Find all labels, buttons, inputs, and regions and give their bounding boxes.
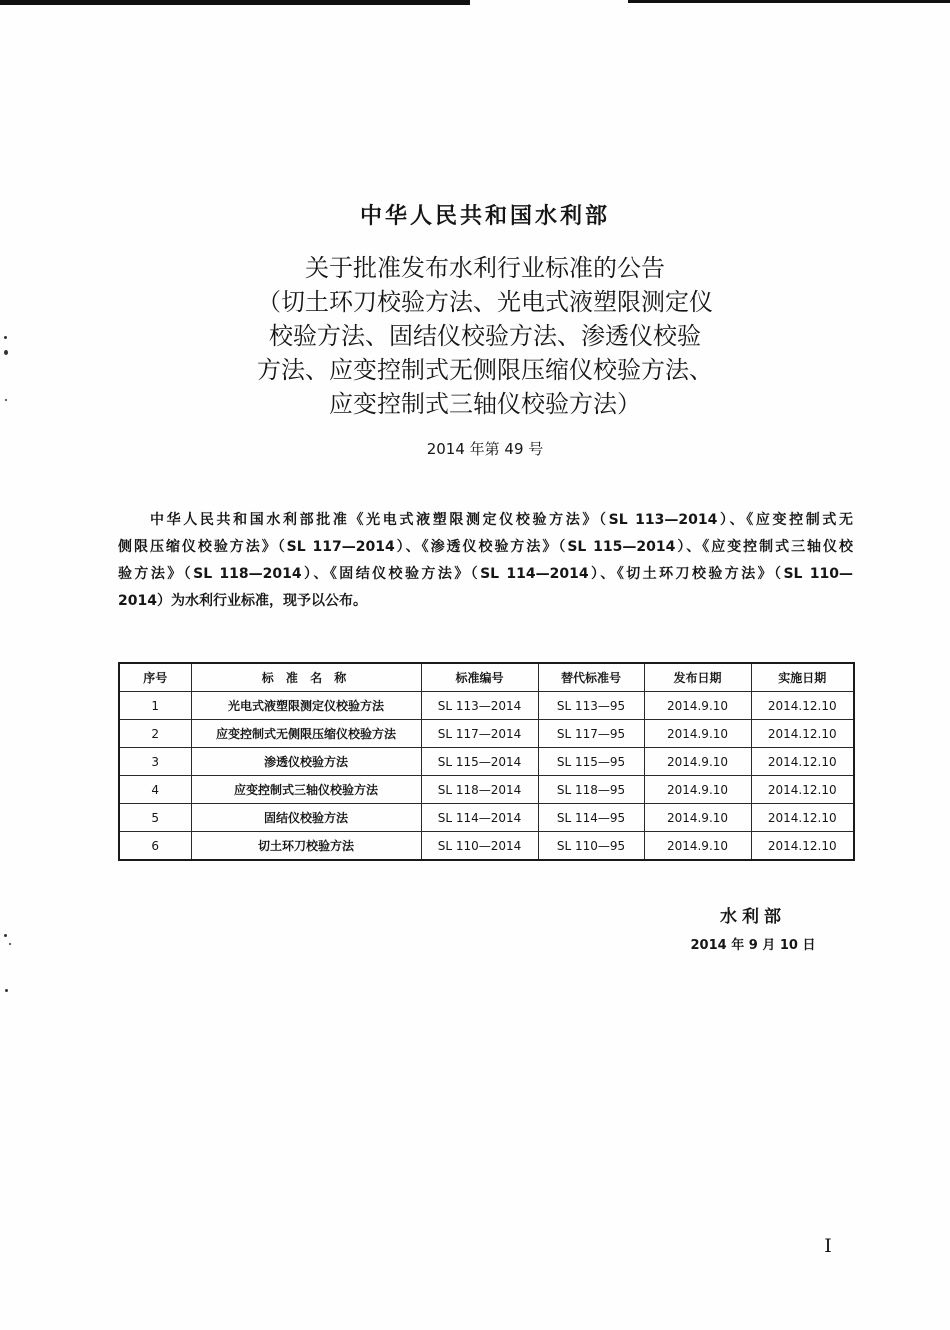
cell-standard-code: SL 114—2014: [421, 804, 538, 832]
cell-replaced-code: SL 117—95: [538, 720, 644, 748]
body-line: 验方法》（SL 118—2014）、《固结仪校验方法》（SL 114—2014）、《切土环刀校验方法》（SL 110—: [118, 566, 853, 582]
cell-issue-date: 2014.9.10: [644, 748, 751, 776]
cell-standard-code: SL 117—2014: [421, 720, 538, 748]
header-serial: 序号: [119, 663, 191, 692]
table-row: [119, 832, 854, 861]
scan-speck: [9, 943, 11, 945]
scan-speck: [4, 336, 7, 339]
header-issue-date: 发布日期: [644, 663, 751, 692]
cell-replaced-code: SL 113—95: [538, 692, 644, 720]
cell-standard-name: 光电式液塑限测定仪校验方法: [191, 692, 421, 720]
table-header-row: [119, 663, 854, 692]
cell-serial: 4: [119, 776, 191, 804]
body-line: 侧限压缩仪校验方法》（SL 117—2014）、《渗透仪校验方法》（SL 115—2014）、《应变控制式三轴仪校: [118, 539, 853, 555]
header-standard-code: 标准编号: [421, 663, 538, 692]
table-row: [119, 748, 854, 776]
cell-serial: 2: [119, 720, 191, 748]
announcement-title: [20, 251, 950, 421]
scan-speck: [5, 989, 8, 992]
announcement-title-line: 校验方法、固结仪校验方法、渗透仪校验: [269, 322, 701, 350]
page-number: I: [824, 1235, 832, 1257]
table-row: [119, 804, 854, 832]
cell-serial: 3: [119, 748, 191, 776]
cell-effective-date: 2014.12.10: [751, 804, 854, 832]
announcement-body: [118, 507, 853, 615]
scan-speck: [4, 934, 7, 937]
header-effective-date: 实施日期: [751, 663, 854, 692]
announcement-title-line: 应变控制式三轴仪校验方法）: [329, 390, 641, 418]
signature-date: 2014 年 9 月 10 日: [690, 938, 816, 953]
table-row: [119, 776, 854, 804]
scan-edge-mark-left: [0, 0, 470, 5]
scan-speck: [5, 399, 7, 401]
cell-standard-name: 应变控制式三轴仪校验方法: [191, 776, 421, 804]
cell-serial: 5: [119, 804, 191, 832]
body-line: 2014）为水利行业标准，现予以公布。: [118, 593, 367, 609]
announcement-number: 2014 年第 49 号: [426, 440, 544, 458]
cell-standard-name: 渗透仪校验方法: [191, 748, 421, 776]
table-row: [119, 720, 854, 748]
cell-replaced-code: SL 115—95: [538, 748, 644, 776]
cell-serial: 6: [119, 832, 191, 861]
header-standard-name: 标 准 名 称: [191, 663, 421, 692]
announcement-title-line: 关于批准发布水利行业标准的公告: [305, 254, 665, 282]
cell-standard-name: 切土环刀校验方法: [191, 832, 421, 861]
body-line: 中华人民共和国水利部批准《光电式液塑限测定仪校验方法》（SL 113—2014）、《应变控制式无: [150, 512, 853, 528]
cell-issue-date: 2014.9.10: [644, 832, 751, 861]
cell-replaced-code: SL 110—95: [538, 832, 644, 861]
scan-edge-mark-right: [628, 0, 950, 3]
announcement-title-line: 方法、应变控制式无侧限压缩仪校验方法、: [257, 356, 713, 384]
cell-replaced-code: SL 118—95: [538, 776, 644, 804]
cell-standard-code: SL 118—2014: [421, 776, 538, 804]
cell-effective-date: 2014.12.10: [751, 720, 854, 748]
cell-standard-name: 应变控制式无侧限压缩仪校验方法: [191, 720, 421, 748]
cell-issue-date: 2014.9.10: [644, 804, 751, 832]
cell-effective-date: 2014.12.10: [751, 692, 854, 720]
cell-issue-date: 2014.9.10: [644, 692, 751, 720]
cell-standard-name: 固结仪校验方法: [191, 804, 421, 832]
standards-table: [118, 662, 855, 861]
header-replaced-code: 替代标准号: [538, 663, 644, 692]
cell-effective-date: 2014.12.10: [751, 776, 854, 804]
cell-replaced-code: SL 114—95: [538, 804, 644, 832]
cell-standard-code: SL 115—2014: [421, 748, 538, 776]
signature-issuer: 水利部: [720, 907, 786, 927]
cell-issue-date: 2014.9.10: [644, 720, 751, 748]
cell-issue-date: 2014.9.10: [644, 776, 751, 804]
cell-serial: 1: [119, 692, 191, 720]
ministry-title: 中华人民共和国水利部: [359, 203, 610, 229]
cell-standard-code: SL 110—2014: [421, 832, 538, 861]
table-row: [119, 692, 854, 720]
cell-effective-date: 2014.12.10: [751, 748, 854, 776]
cell-standard-code: SL 113—2014: [421, 692, 538, 720]
cell-effective-date: 2014.12.10: [751, 832, 854, 861]
announcement-title-line: （切土环刀校验方法、光电式液塑限测定仪: [257, 288, 713, 316]
scan-speck: [4, 350, 8, 355]
